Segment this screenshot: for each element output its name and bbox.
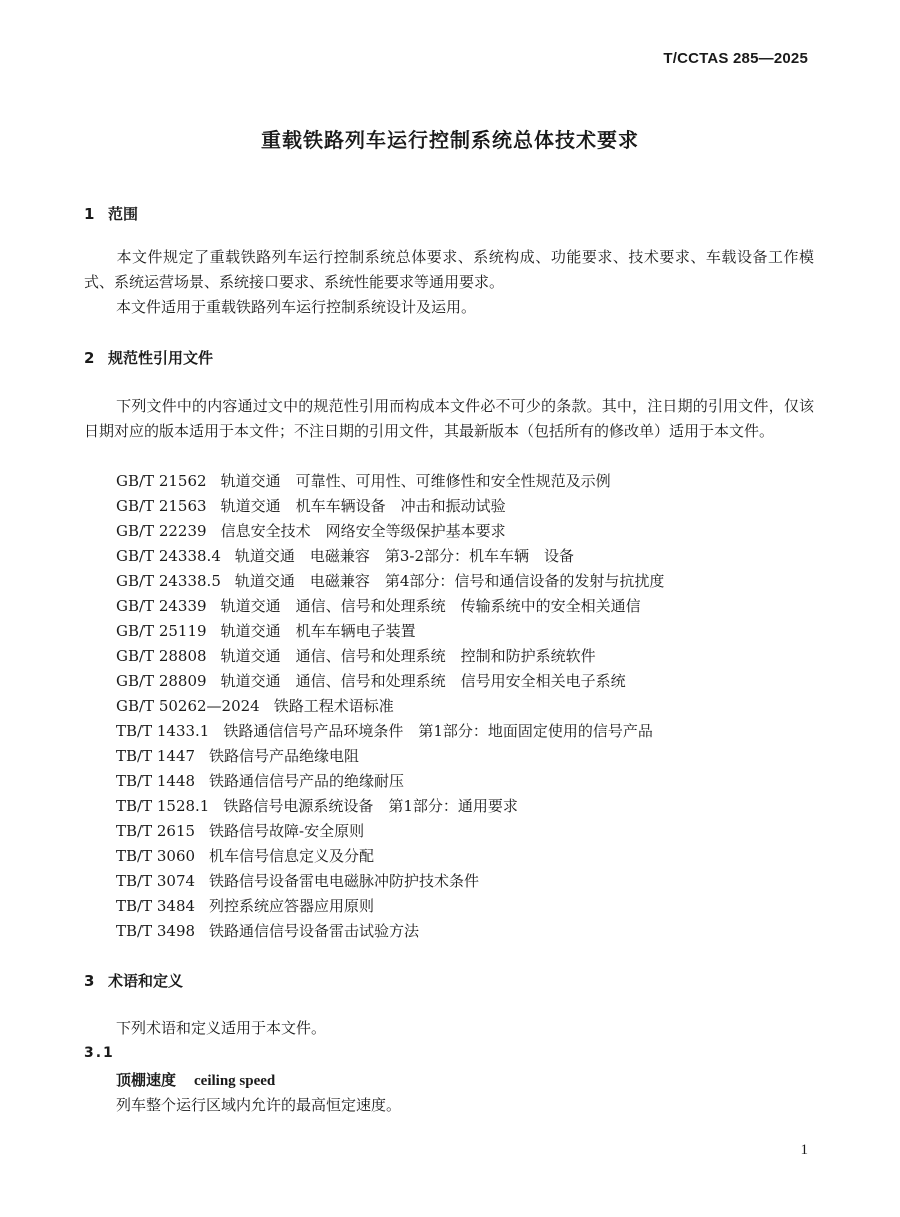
reference-title: 轨道交通 可靠性、可用性、可维修性和安全性规范及示例 (220, 472, 611, 490)
reference-title: 铁路通信信号产品的绝缘耐压 (209, 772, 405, 790)
reference-code: GB/T 24338.4 (116, 547, 221, 565)
document-title: 重载铁路列车运行控制系统总体技术要求 (261, 128, 639, 152)
reference-code: GB/T 28808 (116, 647, 207, 665)
term-name-cn: 顶棚速度 (116, 1071, 177, 1089)
reference-code: TB/T 1447 (116, 747, 196, 765)
reference-item (116, 644, 816, 669)
term-definition: 列车整个运行区域内允许的最高恒定速度。 (116, 1096, 402, 1114)
reference-title: 轨道交通 机车车辆设备 冲击和振动试验 (220, 497, 506, 515)
reference-code: TB/T 3498 (116, 922, 196, 940)
reference-code: GB/T 25119 (116, 622, 207, 640)
reference-item (116, 544, 816, 569)
reference-list (116, 469, 816, 944)
reference-title: 铁路信号电源系统设备 第1部分：通用要求 (223, 797, 518, 815)
reference-item (116, 894, 816, 919)
reference-code: GB/T 24338.5 (116, 572, 221, 590)
reference-code: TB/T 2615 (116, 822, 196, 840)
reference-item (116, 669, 816, 694)
reference-code: GB/T 24339 (116, 597, 207, 615)
section-title: 范围 (108, 205, 139, 223)
section-number: 3 (84, 972, 95, 990)
section-2-heading (84, 347, 213, 368)
reference-title: 铁路信号产品绝缘电阻 (209, 747, 360, 765)
section-number: 1 (84, 205, 95, 223)
term-entry (116, 1068, 275, 1094)
reference-item (116, 719, 816, 744)
reference-title: 机车信号信息定义及分配 (209, 847, 375, 865)
reference-item (116, 744, 816, 769)
reference-item (116, 919, 816, 944)
term-name-en: ceiling speed (194, 1073, 276, 1089)
section-2-intro: 下列文件中的内容通过文中的规范性引用而构成本文件必不可少的条款。其中，注日期的引用文件，仅该日期对应的版本适用于本文件；不注日期的引用文件，其最新版本（包括所有的修改单）适用于本文件。 (84, 397, 814, 440)
reference-title: 铁路信号故障-安全原则 (209, 822, 365, 840)
reference-item (116, 619, 816, 644)
reference-code: TB/T 1433.1 (116, 722, 210, 740)
section-3-heading (84, 970, 183, 991)
reference-title: 铁路通信信号产品环境条件 第1部分：地面固定使用的信号产品 (223, 722, 653, 740)
section-1-paragraph-2: 本文件适用于重载铁路列车运行控制系统设计及运用。 (116, 298, 477, 316)
reference-title: 信息安全技术 网络安全等级保护基本要求 (220, 522, 506, 540)
section-1-heading (84, 203, 138, 224)
section-title: 术语和定义 (108, 972, 184, 990)
reference-title: 轨道交通 通信、信号和处理系统 控制和防护系统软件 (220, 647, 596, 665)
reference-code: TB/T 1528.1 (116, 797, 210, 815)
section-number: 2 (84, 349, 95, 367)
reference-item (116, 869, 816, 894)
reference-item (116, 594, 816, 619)
section-title: 规范性引用文件 (108, 349, 214, 367)
section-1-paragraph-1: 本文件规定了重载铁路列车运行控制系统总体要求、系统构成、功能要求、技术要求、车载设备工作模式、系统运营场景、系统接口要求、系统性能要求等通用要求。 (84, 248, 814, 291)
reference-item (116, 494, 816, 519)
reference-code: GB/T 22239 (116, 522, 207, 540)
reference-title: 铁路通信信号设备雷击试验方法 (209, 922, 420, 940)
reference-item (116, 569, 816, 594)
standard-code: T/CCTAS 285—2025 (663, 50, 808, 67)
reference-title: 列控系统应答器应用原则 (209, 897, 375, 915)
reference-code: TB/T 1448 (116, 772, 196, 790)
page-number: 1 (800, 1142, 808, 1158)
term-number: 3.1 (84, 1045, 115, 1061)
reference-code: GB/T 21563 (116, 497, 207, 515)
reference-title: 轨道交通 机车车辆电子装置 (220, 622, 416, 640)
reference-title: 轨道交通 电磁兼容 第3-2部分：机车车辆 设备 (234, 547, 575, 565)
reference-code: TB/T 3074 (116, 872, 196, 890)
reference-item (116, 694, 816, 719)
reference-title: 铁路工程术语标准 (273, 697, 394, 715)
reference-code: GB/T 21562 (116, 472, 207, 490)
reference-item (116, 519, 816, 544)
reference-title: 轨道交通 电磁兼容 第4部分：信号和通信设备的发射与抗扰度 (234, 572, 665, 590)
reference-title: 轨道交通 通信、信号和处理系统 传输系统中的安全相关通信 (220, 597, 641, 615)
reference-title: 铁路信号设备雷电电磁脉冲防护技术条件 (209, 872, 480, 890)
reference-item (116, 769, 816, 794)
reference-title: 轨道交通 通信、信号和处理系统 信号用安全相关电子系统 (220, 672, 626, 690)
reference-item (116, 794, 816, 819)
reference-code: GB/T 50262—2024 (116, 697, 260, 715)
reference-code: TB/T 3060 (116, 847, 196, 865)
reference-item (116, 844, 816, 869)
reference-code: TB/T 3484 (116, 897, 196, 915)
reference-item (116, 469, 816, 494)
reference-item (116, 819, 816, 844)
section-3-intro: 下列术语和定义适用于本文件。 (116, 1019, 327, 1037)
reference-code: GB/T 28809 (116, 672, 207, 690)
